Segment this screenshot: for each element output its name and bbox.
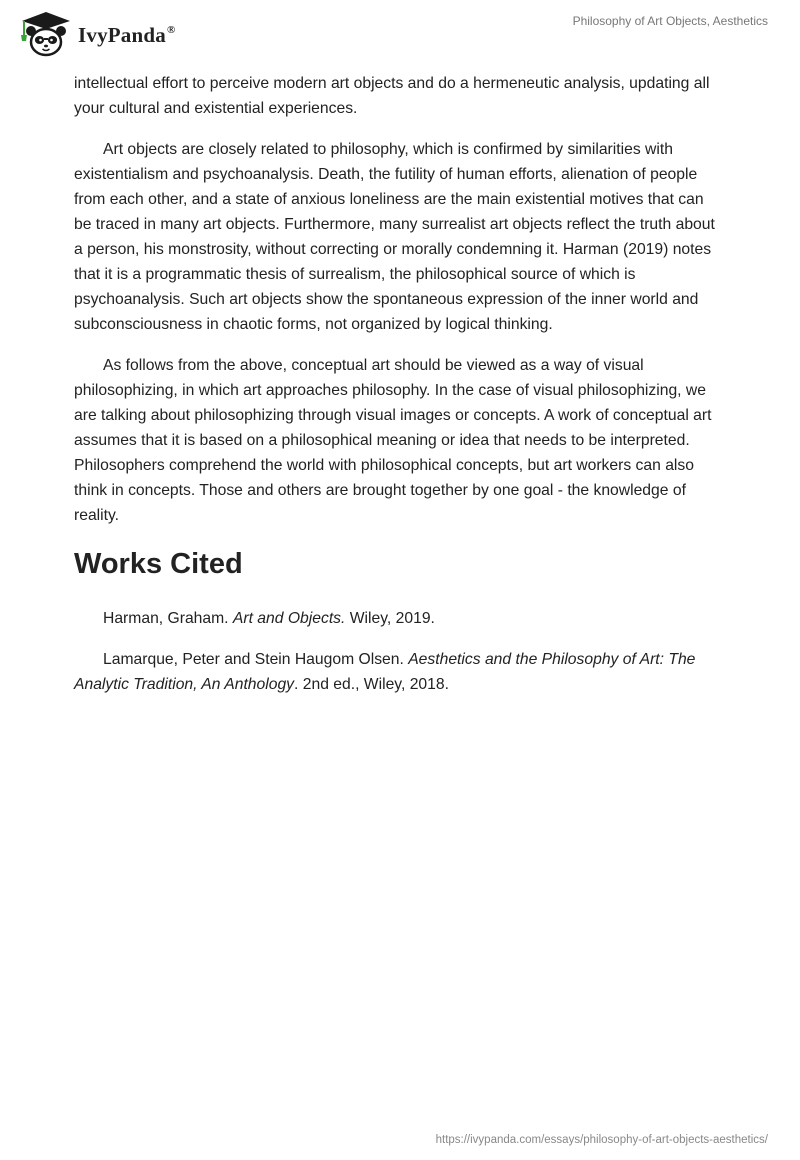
body-paragraph: Art objects are closely related to philosophy, which is confirmed by similarities with existentialism and psychoanalysis. Death, the futility of human efforts, alienation of people from each other, and a state of anxious loneliness are the main existential motives that can be traced in many art objects. Furthermore, many surrealist art objects reflect the truth about a person, his monstrosity, without correcting or morally condemning it. Harman (2019) notes that it is a programmatic thesis of surrealism, the philosophical source of which is psychoanalysis. Such art objects show the spontaneous expression of the inner world and subconsciousness in chaotic forms, not organized by logical thinking. (74, 141, 715, 333)
citation-author: Harman, Graham. (103, 610, 233, 627)
citation-entry (74, 647, 724, 697)
citation-author: Lamarque, Peter and Stein Haugom Olsen. (103, 651, 409, 668)
citation-title: Art and Objects. (232, 610, 346, 627)
registered-mark: ® (166, 23, 176, 36)
page-header (0, 0, 800, 70)
brand-name (78, 23, 175, 48)
brand-name-text: IvyPanda (78, 22, 166, 47)
body-paragraph: As follows from the above, conceptual art should be viewed as a way of visual philosophizing, in which art approaches philosophy. In the case of visual philosophizing, we are talking about philosophizing through visual images or concepts. A work of conceptual art assumes that it is based on a philosophical meaning or idea that needs to be interpreted. Philosophers comprehend the world with philosophical concepts, but art workers can also think in concepts. Those and others are brought together by one goal - the knowledge of reality. (74, 357, 712, 524)
citation-entry (74, 606, 724, 631)
citation-details: . 2nd ed., Wiley, 2018. (294, 676, 449, 693)
citation-title: Aesthetics and the Philosophy of Art: The Analytic Tradition, An Anthology (74, 651, 696, 693)
document-title: Philosophy of Art Objects, Aesthetics (572, 14, 768, 28)
works-cited-heading: Works Cited (74, 548, 243, 580)
source-url-link[interactable]: https://ivypanda.com/essays/philosophy-of-art-objects-aesthetics/ (435, 1134, 768, 1146)
essay-content (74, 71, 724, 713)
panda-graduate-icon (14, 9, 74, 59)
body-paragraph: intellectual effort to perceive modern art objects and do a hermeneutic analysis, updating all your cultural and existential experiences. (74, 75, 710, 117)
ivypanda-logo[interactable] (14, 9, 175, 59)
citation-details: Wiley, 2019. (345, 610, 435, 627)
